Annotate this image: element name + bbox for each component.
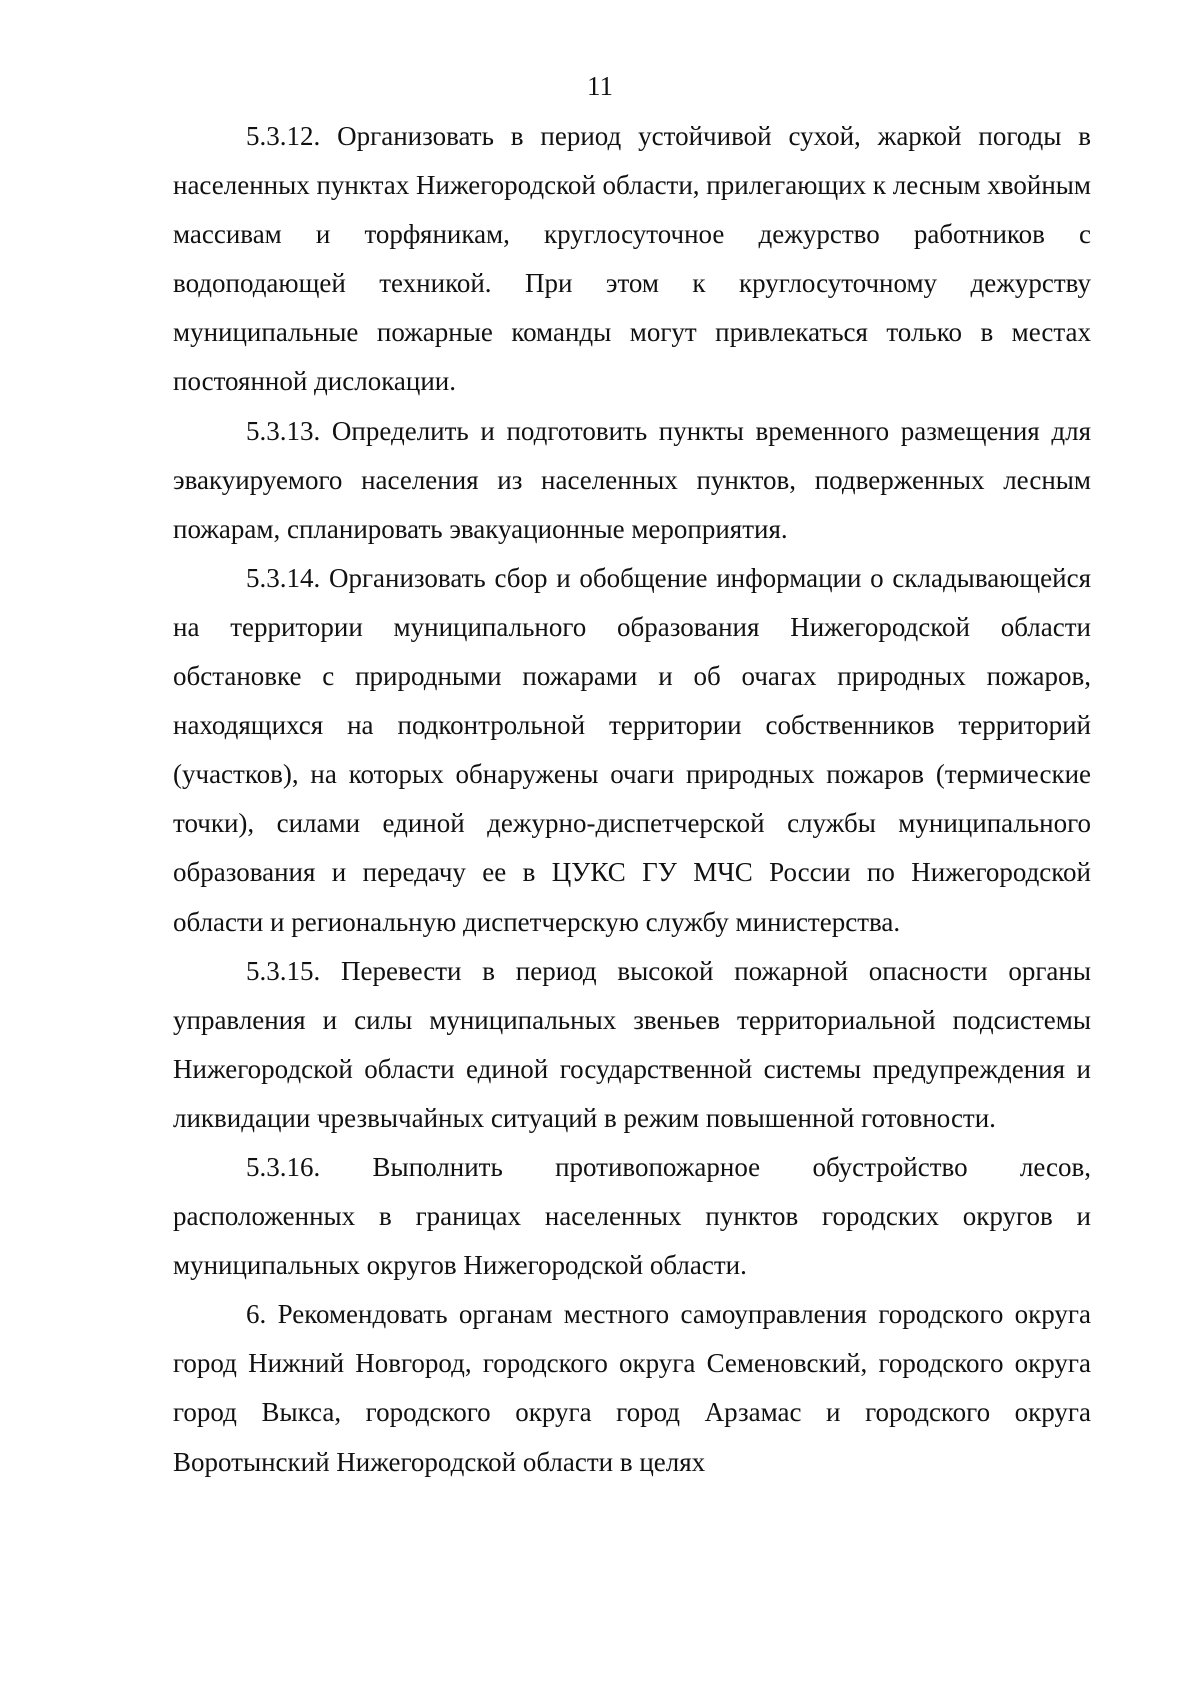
paragraph-5-3-13: 5.3.13. Определить и подготовить пункты временного размещения для эвакуируемого населения из населенных пунктов, подверженных лесным пожарам, спланировать эвакуационные мероприятия.	[173, 415, 1091, 544]
paragraph-5-3-12: 5.3.12. Организовать в период устойчивой сухой, жаркой погоды в населенных пунктах Нижегородской области, прилегающих к лесным хвойным массивам и торфяникам, круглосуточное дежурство работников с водоподающей техникой. При этом к круглосуточному дежурству муниципальные пожарные команды могут привлекаться только в местах постоянной дислокации.	[173, 121, 1091, 397]
paragraph-5-3-16: 5.3.16. Выполнить противопожарное обустройство лесов, расположенных в границах населенных пунктов городских округов и муниципальных округов Нижегородской области.	[173, 1151, 1091, 1281]
page-number: 11	[587, 71, 613, 101]
paragraph-6: 6. Рекомендовать органам местного самоуправления городского округа город Нижний Новгород, городского округа Семеновский, городского округа город Выкса, городского округа город Арзамас и городского округа Воротынский Нижегородской области в целях	[173, 1299, 1091, 1477]
document-body	[173, 112, 1091, 1487]
paragraph-5-3-14: 5.3.14. Организовать сбор и обобщение информации о складывающейся на территории муниципального образования Нижегородской области обстановке с природными пожарами и об очагах природных пожаров, находящихся на подконтрольной территории собственников территорий (участков), на которых обнаружены очаги природных пожаров (термические точки), силами единой дежурно-диспетчерской службы муниципального образования и передачу ее в ЦУКС ГУ МЧС России по Нижегородской области и региональную диспетчерскую службу министерства.	[173, 562, 1091, 937]
paragraph-5-3-15: 5.3.15. Перевести в период высокой пожарной опасности органы управления и силы муниципальных звеньев территориальной подсистемы Нижегородской области единой государственной системы предупреждения и ликвидации чрезвычайных ситуаций в режим повышенной готовности.	[173, 955, 1091, 1133]
